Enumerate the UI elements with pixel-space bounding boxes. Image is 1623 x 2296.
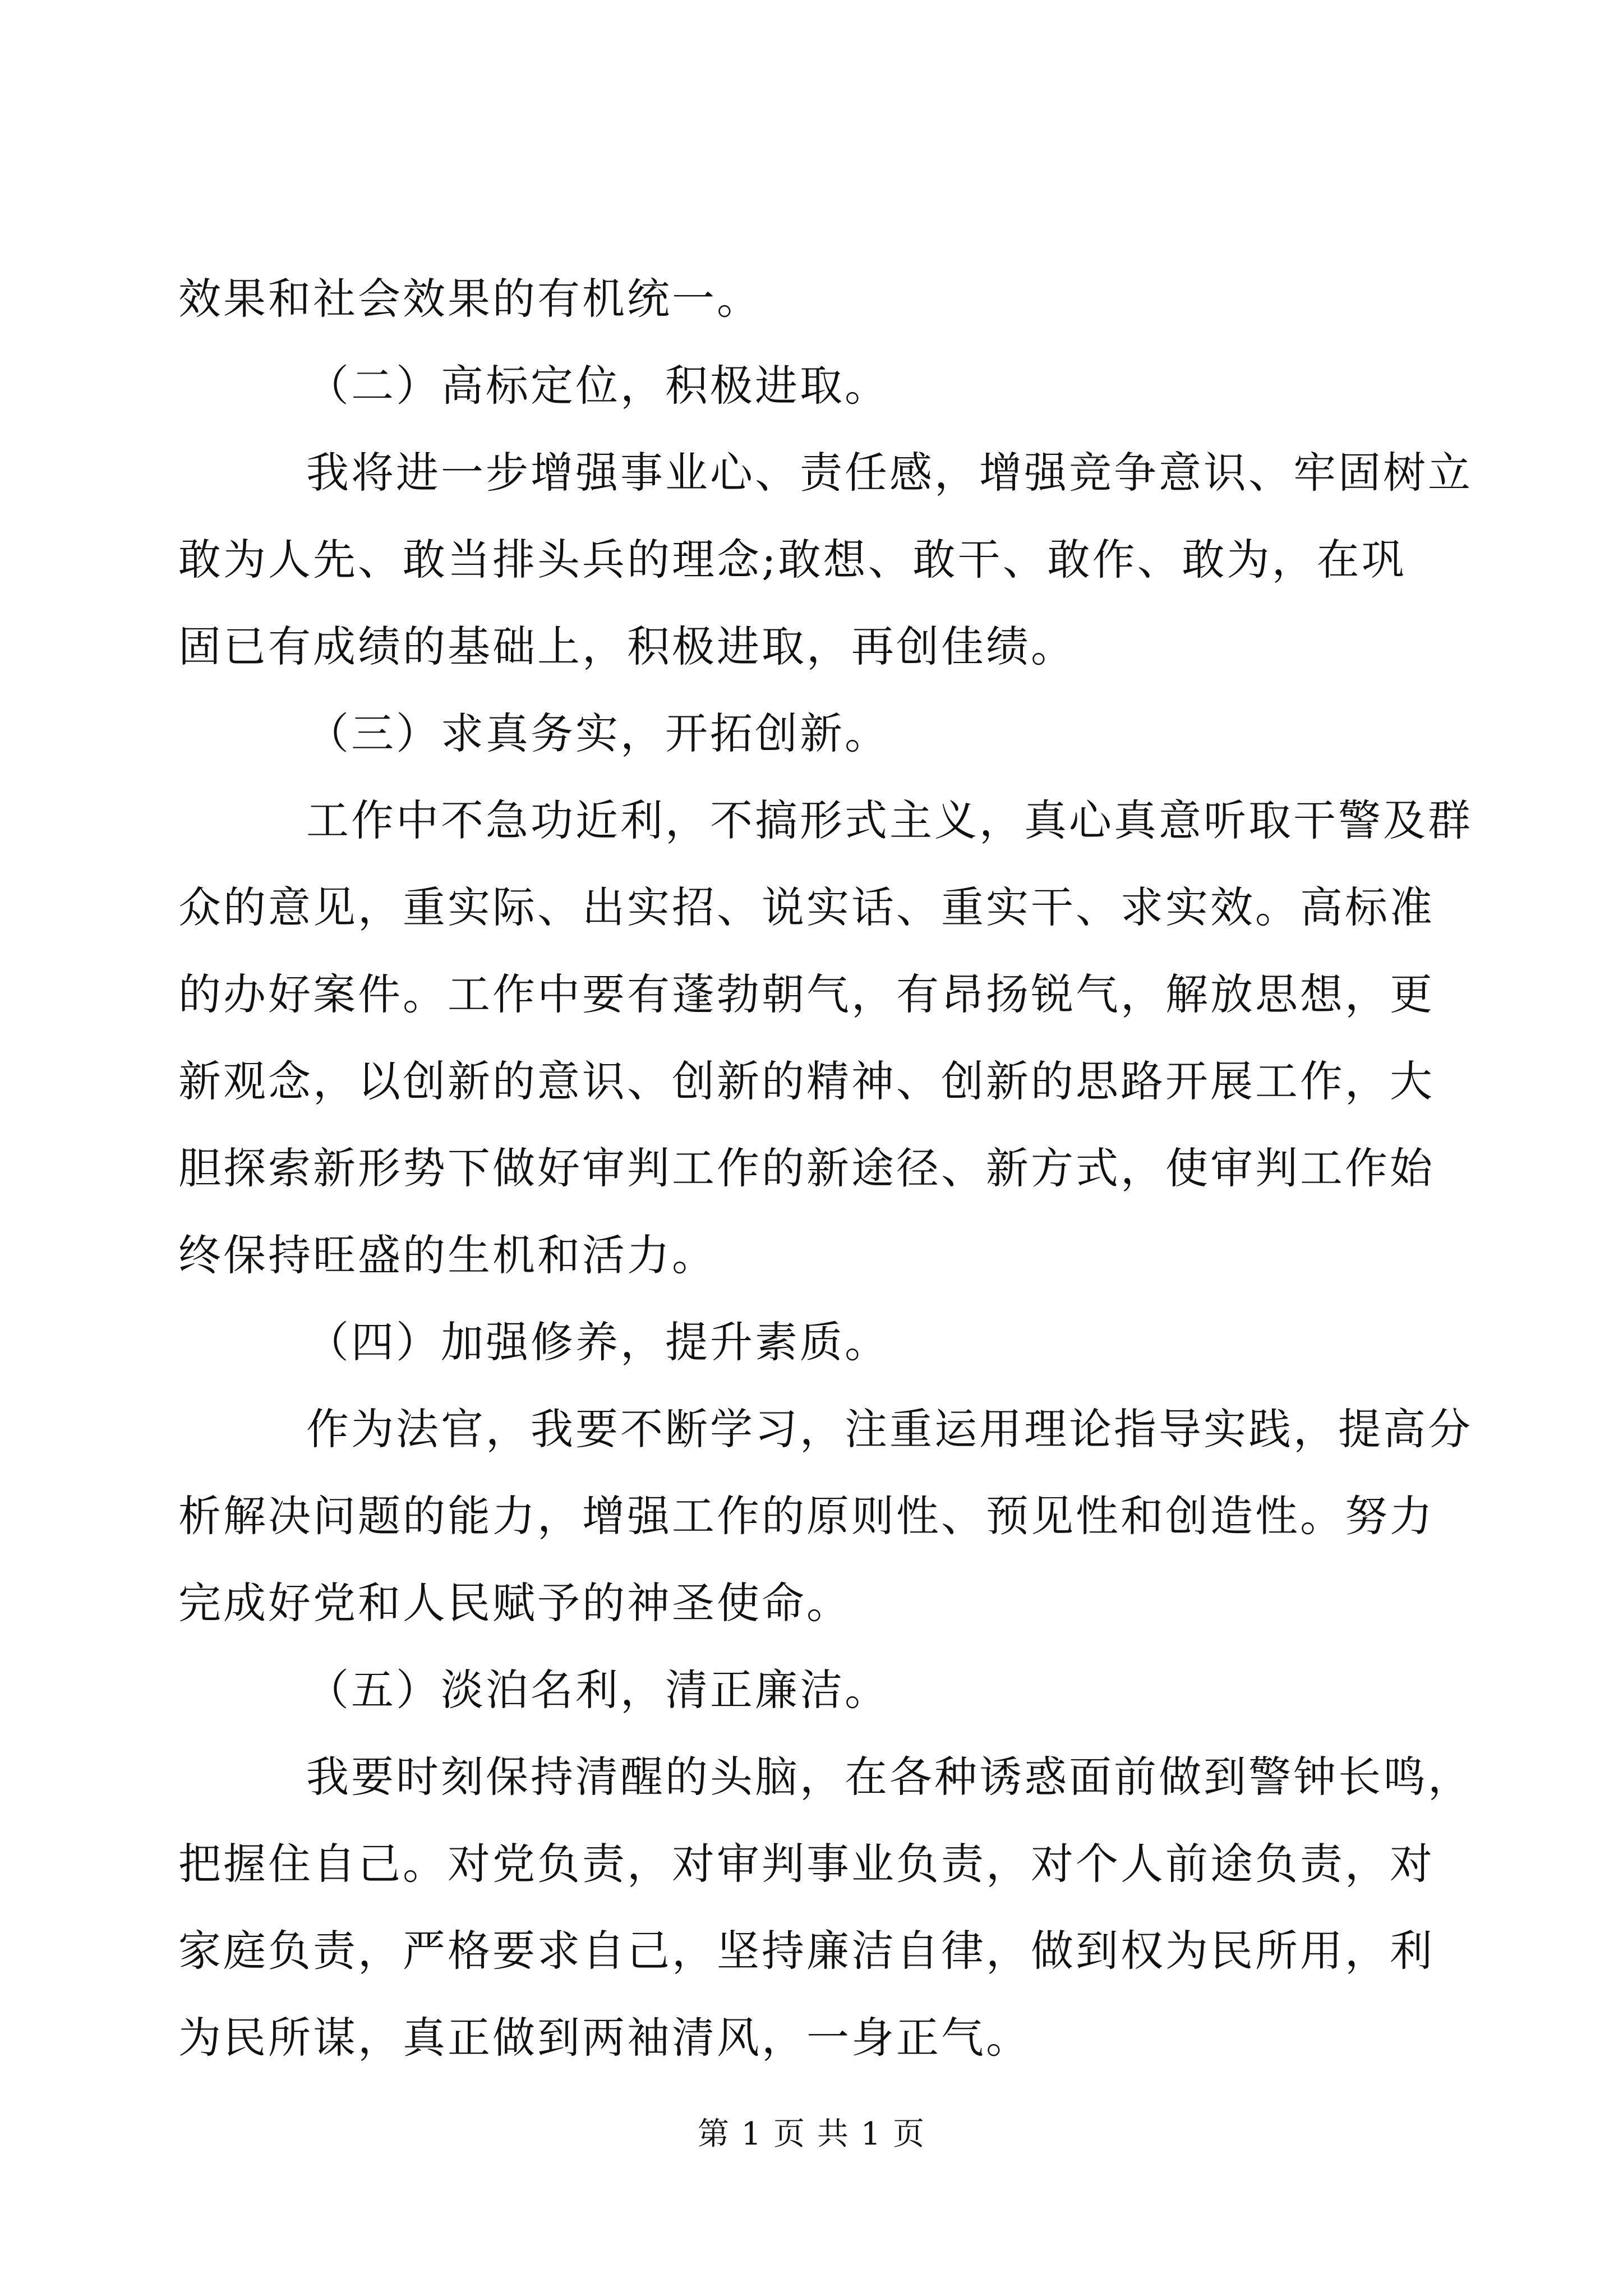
text-line: 工作中不急功近利，不搞形式主义，真心真意听取干警及群	[306, 795, 1473, 845]
text-line: 固已有成绩的基础上，积极进取，再创佳绩。	[178, 622, 1076, 671]
text-line: 终保持旺盛的生机和活力。	[178, 1230, 717, 1280]
text-line: 作为法官，我要不断学习，注重运用理论指导实践，提高分	[306, 1404, 1473, 1454]
document-body	[178, 255, 1473, 2081]
text-line: 胆探索新形势下做好审判工作的新途径、新方式，使审判工作始	[178, 1143, 1435, 1193]
text-line: 我要时刻保持清醒的头脑，在各种诱惑面前做到警钟长鸣，	[306, 1752, 1473, 1802]
text-line: 我将进一步增强事业心、责任感，增强竞争意识、牢固树立	[306, 448, 1473, 498]
text-line: 为民所谋，真正做到两袖清风，一身正气。	[178, 2013, 1031, 2063]
text-line: 家庭负责，严格要求自己，坚持廉洁自律，做到权为民所用，利	[178, 1926, 1435, 1976]
text-line: 完成好党和人民赋予的神圣使命。	[178, 1578, 851, 1628]
text-line: 众的意见，重实际、出实招、说实话、重实干、求实效。高标准	[178, 882, 1435, 932]
text-line: 把握住自己。对党负责，对审判事业负责，对个人前途负责，对	[178, 1839, 1435, 1889]
section-heading: （五）淡泊名利，清正廉洁。	[306, 1665, 889, 1715]
text-line: 敢为人先、敢当排头兵的理念;敢想、敢干、敢作、敢为，在巩	[178, 535, 1407, 585]
text-line: 效果和社会效果的有机统一。	[178, 274, 762, 324]
text-line: 的办好案件。工作中要有蓬勃朝气，有昂扬锐气，解放思想，更	[178, 969, 1435, 1019]
text-line: 新观念，以创新的意识、创新的精神、创新的思路开展工作，大	[178, 1056, 1435, 1106]
section-heading: （三）求真务实，开拓创新。	[306, 708, 889, 758]
section-heading: （四）加强修养，提升素质。	[306, 1317, 889, 1367]
section-heading: （二）高标定位，积极进取。	[306, 361, 889, 411]
text-line: 析解决问题的能力，增强工作的原则性、预见性和创造性。努力	[178, 1491, 1435, 1541]
page-footer: 第 1 页 共 1 页	[697, 2116, 926, 2152]
